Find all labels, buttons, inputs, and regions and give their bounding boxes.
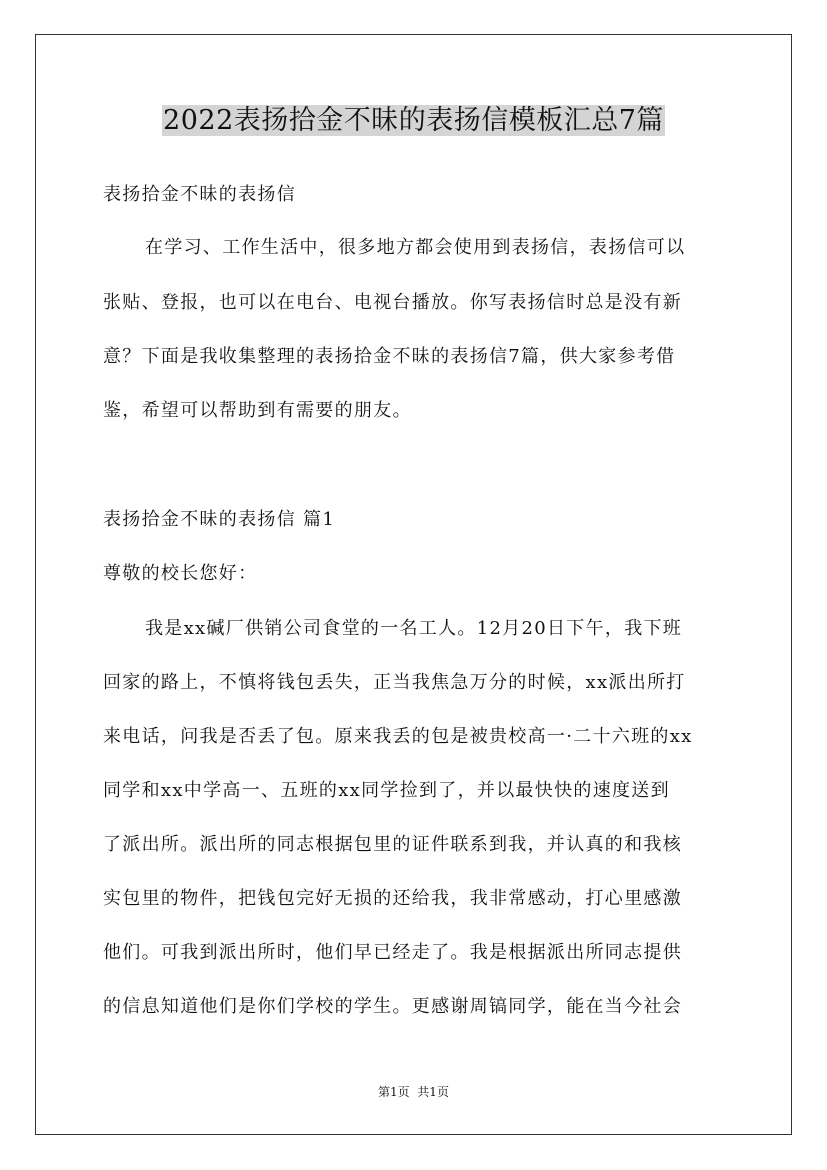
page-footer: 第1页 共1页 [378,1085,449,1099]
intro-line: 鉴，希望可以帮助到有需要的朋友。 [103,400,412,421]
body-line: 回家的路上，不慎将钱包丢失，正当我焦急万分的时候，xx派出所打 [103,672,686,693]
body-line: 了派出所。派出所的同志根据包里的证件联系到我，并认真的和我核 [103,834,682,855]
body-line: 实包里的物件，把钱包完好无损的还给我，我非常感动，打心里感激 [103,888,682,909]
intro-line: 张贴、登报，也可以在电台、电视台播放。你写表扬信时总是没有新 [103,292,682,313]
body-line: 我是xx碱厂供销公司食堂的一名工人。12月20日下午，我下班 [145,618,683,639]
intro-line: 在学习、工作生活中，很多地方都会使用到表扬信，表扬信可以 [145,237,686,258]
body-line: 他们。可我到派出所时，他们早已经走了。我是根据派出所同志提供 [103,942,682,963]
intro-line: 意？下面是我收集整理的表扬拾金不昧的表扬信7篇，供大家参考借 [103,346,676,367]
section-title: 表扬拾金不昧的表扬信 篇1 [103,509,336,530]
body-line: 同学和xx中学高一、五班的xx同学捡到了，并以最快快的速度送到 [103,780,670,801]
heading: 表扬拾金不昧的表扬信 [103,184,296,205]
salutation: 尊敬的校长您好： [103,563,258,584]
body-line: 的信息知道他们是你们学校的学生。更感谢周镐同学，能在当今社会 [103,996,682,1017]
document-title [0,101,827,141]
document-title-text: 2022表扬拾金不昧的表扬信模板汇总7篇 [163,105,664,136]
body-line: 来电话，问我是否丢了包。原来我丢的包是被贵校高一·二十六班的xx [103,726,693,747]
